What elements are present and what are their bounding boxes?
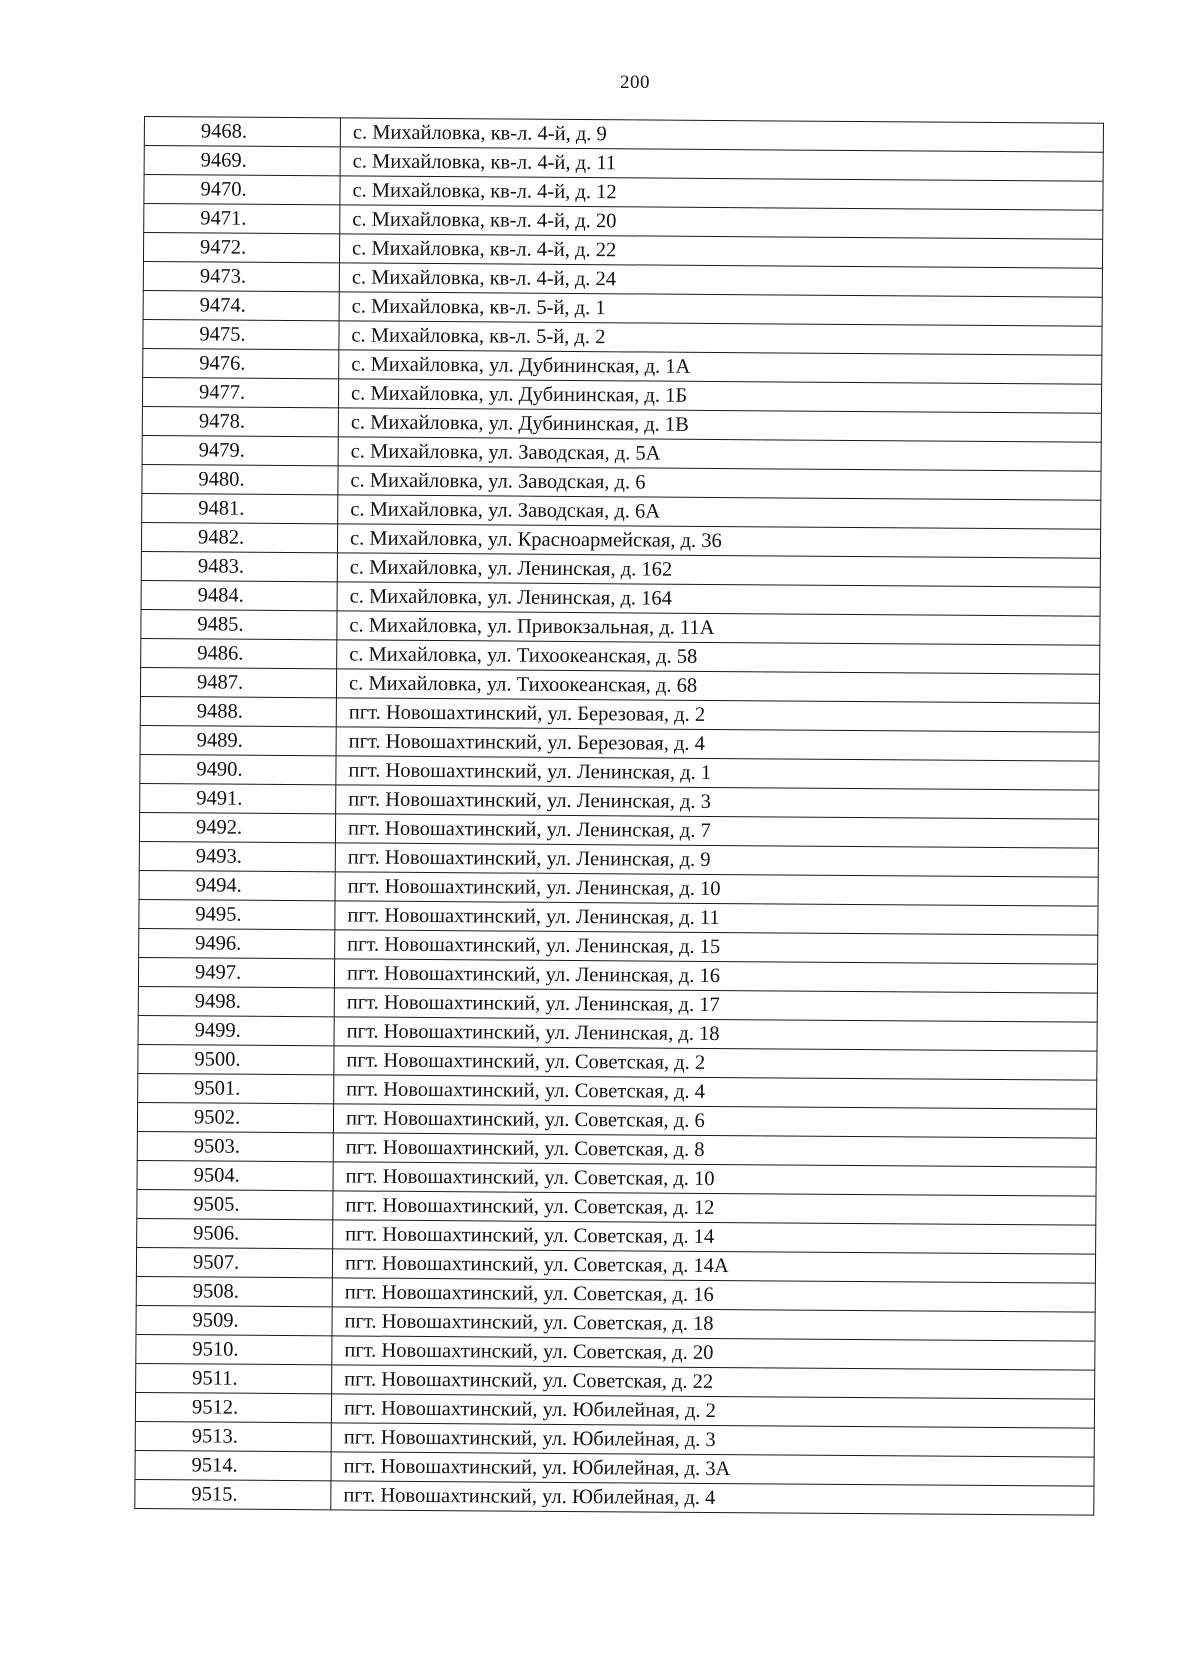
row-address-cell: пгт. Новошахтинский, ул. Ленинская, д. 10 — [335, 872, 1098, 906]
row-address-cell: пгт. Новошахтинский, ул. Юбилейная, д. 3А — [331, 1452, 1094, 1486]
table-row — [135, 1479, 1094, 1515]
row-number-cell: 9474. — [143, 290, 339, 320]
row-number-cell: 9486. — [141, 638, 337, 668]
row-number-cell: 9484. — [141, 580, 337, 610]
row-address-cell: с. Михайловка, ул. Дубининская, д. 1Б — [338, 379, 1101, 413]
row-address-cell: пгт. Новошахтинский, ул. Советская, д. 2 — [334, 1046, 1097, 1080]
row-address-cell: пгт. Новошахтинский, ул. Ленинская, д. 18 — [334, 1017, 1097, 1051]
row-address-cell: пгт. Новошахтинский, ул. Ленинская, д. 15 — [335, 930, 1098, 964]
row-address-cell: пгт. Новошахтинский, ул. Юбилейная, д. 3 — [331, 1423, 1094, 1457]
row-address-cell: с. Михайловка, кв-л. 5-й, д. 1 — [339, 292, 1102, 326]
row-number-cell: 9482. — [141, 522, 337, 552]
row-address-cell: с. Михайловка, кв-л. 5-й, д. 2 — [339, 321, 1102, 355]
row-number-cell: 9468. — [144, 117, 340, 147]
row-address-cell: пгт. Новошахтинский, ул. Березовая, д. 2 — [336, 698, 1099, 732]
row-number-cell: 9480. — [142, 464, 338, 494]
row-number-cell: 9509. — [136, 1305, 332, 1335]
row-number-cell: 9501. — [138, 1073, 334, 1103]
row-address-cell: пгт. Новошахтинский, ул. Советская, д. 16 — [332, 1278, 1095, 1312]
row-address-cell: пгт. Новошахтинский, ул. Советская, д. 14А — [332, 1249, 1095, 1283]
row-address-cell: с. Михайловка, ул. Заводская, д. 6 — [338, 466, 1101, 500]
address-table-body — [135, 117, 1104, 1516]
row-address-cell: пгт. Новошахтинский, ул. Советская, д. 8 — [333, 1133, 1096, 1167]
row-address-cell: с. Михайловка, кв-л. 4-й, д. 24 — [339, 263, 1102, 297]
row-number-cell: 9488. — [140, 696, 336, 726]
row-number-cell: 9502. — [137, 1102, 333, 1132]
row-number-cell: 9493. — [139, 841, 335, 871]
row-address-cell: с. Михайловка, ул. Дубининская, д. 1А — [339, 350, 1102, 384]
row-number-cell: 9490. — [140, 754, 336, 784]
row-number-cell: 9498. — [138, 986, 334, 1016]
row-address-cell: пгт. Новошахтинский, ул. Советская, д. 4 — [334, 1075, 1097, 1109]
row-address-cell: пгт. Новошахтинский, ул. Советская, д. 12 — [333, 1191, 1096, 1225]
row-number-cell: 9478. — [142, 406, 338, 436]
row-number-cell: 9505. — [137, 1189, 333, 1219]
row-number-cell: 9485. — [141, 609, 337, 639]
row-address-cell: пгт. Новошахтинский, ул. Ленинская, д. 7 — [335, 814, 1098, 848]
row-number-cell: 9479. — [142, 435, 338, 465]
row-address-cell: с. Михайловка, ул. Красноармейская, д. 36 — [337, 524, 1100, 558]
row-address-cell: с. Михайловка, ул. Заводская, д. 6А — [338, 495, 1101, 529]
row-number-cell: 9496. — [139, 928, 335, 958]
row-number-cell: 9513. — [135, 1421, 331, 1451]
row-number-cell: 9472. — [143, 233, 339, 263]
row-number-cell: 9508. — [136, 1276, 332, 1306]
row-number-cell: 9470. — [144, 175, 340, 205]
page-number: 200 — [620, 72, 650, 93]
row-address-cell: с. Михайловка, кв-л. 4-й, д. 22 — [339, 234, 1102, 268]
row-address-cell: пгт. Новошахтинский, ул. Советская, д. 22 — [332, 1365, 1095, 1399]
row-number-cell: 9492. — [139, 812, 335, 842]
row-address-cell: пгт. Новошахтинский, ул. Ленинская, д. 17 — [334, 988, 1097, 1022]
row-address-cell: пгт. Новошахтинский, ул. Ленинская, д. 11 — [335, 901, 1098, 935]
row-address-cell: пгт. Новошахтинский, ул. Советская, д. 14 — [333, 1220, 1096, 1254]
row-address-cell: пгт. Новошахтинский, ул. Юбилейная, д. 4 — [331, 1481, 1094, 1515]
row-address-cell: пгт. Новошахтинский, ул. Ленинская, д. 3 — [336, 785, 1099, 819]
row-address-cell: с. Михайловка, ул. Тихоокеанская, д. 68 — [336, 669, 1099, 703]
row-number-cell: 9491. — [140, 783, 336, 813]
row-number-cell: 9475. — [143, 319, 339, 349]
row-number-cell: 9495. — [139, 899, 335, 929]
row-number-cell: 9494. — [139, 870, 335, 900]
row-number-cell: 9515. — [135, 1479, 331, 1509]
row-address-cell: с. Михайловка, ул. Заводская, д. 5А — [338, 437, 1101, 471]
row-address-cell: с. Михайловка, кв-л. 4-й, д. 9 — [340, 118, 1103, 152]
row-number-cell: 9500. — [138, 1044, 334, 1074]
address-table — [134, 116, 1104, 1516]
row-number-cell: 9477. — [142, 377, 338, 407]
row-number-cell: 9497. — [138, 957, 334, 987]
row-number-cell: 9510. — [136, 1334, 332, 1364]
row-number-cell: 9511. — [136, 1363, 332, 1393]
row-address-cell: с. Михайловка, ул. Ленинская, д. 164 — [337, 582, 1100, 616]
row-address-cell: с. Михайловка, кв-л. 4-й, д. 20 — [340, 205, 1103, 239]
row-number-cell: 9483. — [141, 551, 337, 581]
row-address-cell: с. Михайловка, ул. Привокзальная, д. 11А — [337, 611, 1100, 645]
row-address-cell: с. Михайловка, ул. Тихоокеанская, д. 58 — [337, 640, 1100, 674]
row-address-cell: пгт. Новошахтинский, ул. Ленинская, д. 16 — [334, 959, 1097, 993]
row-number-cell: 9512. — [135, 1392, 331, 1422]
row-number-cell: 9489. — [140, 725, 336, 755]
row-address-cell: пгт. Новошахтинский, ул. Юбилейная, д. 2 — [331, 1394, 1094, 1428]
row-number-cell: 9473. — [143, 261, 339, 291]
row-address-cell: пгт. Новошахтинский, ул. Березовая, д. 4 — [336, 727, 1099, 761]
row-address-cell: пгт. Новошахтинский, ул. Советская, д. 20 — [332, 1336, 1095, 1370]
row-number-cell: 9514. — [135, 1450, 331, 1480]
row-address-cell: с. Михайловка, ул. Дубининская, д. 1В — [338, 408, 1101, 442]
row-number-cell: 9503. — [137, 1131, 333, 1161]
row-address-cell: пгт. Новошахтинский, ул. Советская, д. 6 — [333, 1104, 1096, 1138]
row-address-cell: с. Михайловка, кв-л. 4-й, д. 12 — [340, 176, 1103, 210]
row-address-cell: пгт. Новошахтинский, ул. Ленинская, д. 1 — [336, 756, 1099, 790]
row-number-cell: 9499. — [138, 1015, 334, 1045]
row-address-cell: с. Михайловка, кв-л. 4-й, д. 11 — [340, 147, 1103, 181]
row-number-cell: 9471. — [144, 204, 340, 234]
row-number-cell: 9487. — [140, 667, 336, 697]
row-address-cell: пгт. Новошахтинский, ул. Ленинская, д. 9 — [335, 843, 1098, 877]
row-number-cell: 9504. — [137, 1160, 333, 1190]
row-address-cell: с. Михайловка, ул. Ленинская, д. 162 — [337, 553, 1100, 587]
row-number-cell: 9469. — [144, 146, 340, 176]
row-number-cell: 9476. — [143, 348, 339, 378]
row-number-cell: 9506. — [137, 1218, 333, 1248]
row-address-cell: пгт. Новошахтинский, ул. Советская, д. 10 — [333, 1162, 1096, 1196]
row-address-cell: пгт. Новошахтинский, ул. Советская, д. 18 — [332, 1307, 1095, 1341]
row-number-cell: 9507. — [136, 1247, 332, 1277]
row-number-cell: 9481. — [142, 493, 338, 523]
